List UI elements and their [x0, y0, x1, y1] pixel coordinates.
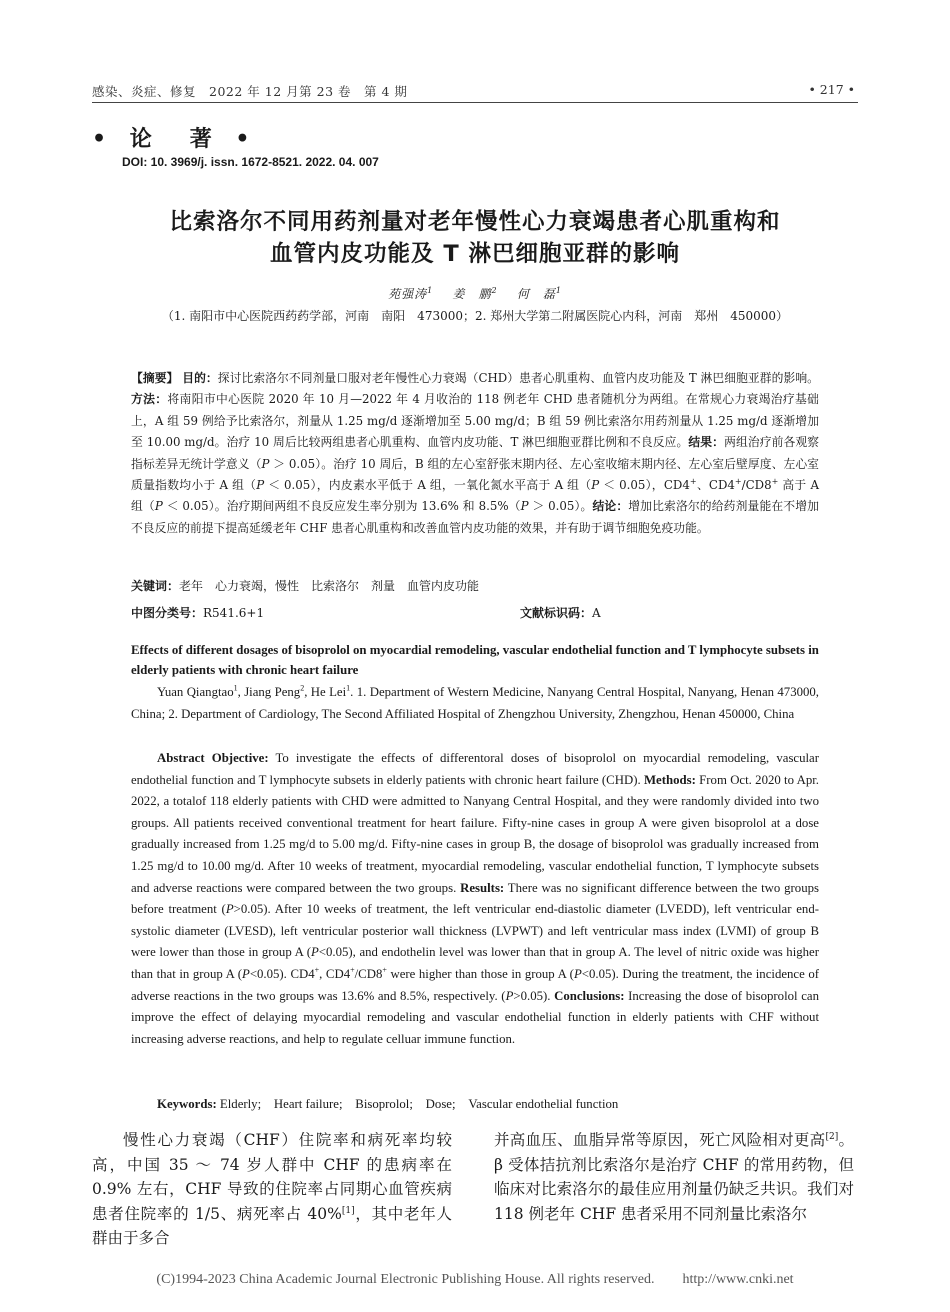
results-cn-text: 高于 A 组（ — [131, 478, 820, 514]
results-en-text: , CD4 — [319, 966, 351, 981]
methods-cn: 将南阳市中心医院 2020 年 10 月—2022 年 4 月收治的 118 例老年 CHD 患者随机分为两组。在常规心力衰竭治疗基础上，A 组 59 例给予比索洛尔，剂量从 1.25 mg/d 逐渐增加至 5.00 mg/d；B 组 59 例比索洛尔用药剂量从 1.25 mg/d 逐渐增加至 10.00 mg/d。治疗 10 周后比较两组患者心肌重构、血管内皮功能、T 淋巴细胞亚群比例和不良反应。 — [131, 392, 819, 450]
results-cn-text: ＜ 0.05）。治疗期间两组不良反应发生率分别为 13.6% 和 8.5%（ — [162, 499, 521, 514]
results-en-text: <0.05), and endothelin level was lower than that in group A. The level of nitric oxide was higher than that in group A ( — [131, 945, 819, 981]
p-value-symbol: P — [256, 478, 265, 493]
keywords-en-value: Elderly; Heart failure; Bisoprolol; Dose; Vascular endothelial function — [216, 1097, 619, 1111]
body-text: 。β 受体拮抗剂比索洛尔是治疗 CHF 的常用药物，但临床对比索洛尔的最佳应用剂量仍缺乏共识。我们对 118 例老年 CHF 患者采用不同剂量比索洛尔 — [494, 1131, 854, 1223]
author-en-1: Yuan Qiangtao — [157, 685, 234, 699]
results-cn-text: ＜ 0.05），CD4 — [599, 478, 690, 493]
authors-cn — [0, 285, 950, 302]
p-value-symbol: P — [520, 499, 529, 514]
p-value-symbol: P — [225, 902, 234, 917]
superscript-plus: + — [382, 965, 387, 975]
methods-en: From Oct. 2020 to Apr. 2022, a totalof 118 elderly patients with CHD were admitted to Nanyang Central Hospital, and they were randomly divided into two groups. All patients received conventional treatment for heart failure. Fifty-nine cases in group A were given bisoprolol at a dose gradually increased from 1.25 mg/d to 5.00 mg/d. Fifty-nine cases in group B, the dosage of bisoprolol was gradually increased from 1.25 mg/d to 10.00 mg/d. After 10 weeks of treatment, myocardial remodeling, vascular endothelial function, T lymphocyte subsets and adverse reactions were compared between the two groups. — [131, 772, 819, 895]
author-2: 姜 鹏 — [452, 287, 492, 301]
p-value-symbol: P — [261, 456, 270, 471]
keywords-cn-label: 关键词： — [131, 579, 180, 593]
body-text: 并高血压、血脂异常等原因，死亡风险相对更高 — [494, 1131, 826, 1149]
superscript-plus: + — [734, 477, 742, 487]
p-value-symbol: P — [505, 988, 514, 1003]
results-cn-text: 两组治疗前各观察指标差异无统计学意义（ — [131, 435, 819, 471]
author-en-1-affil: 1 — [233, 683, 238, 693]
header-rule — [92, 102, 858, 103]
abstract-en — [131, 748, 819, 1050]
results-cn-text: /CD8 — [741, 478, 772, 493]
author-1: 苑强涛 — [388, 287, 428, 301]
citation-ref[interactable]: [2] — [825, 1131, 839, 1142]
keywords-cn — [131, 577, 479, 594]
abstract-cn-label: 【摘要】 — [131, 371, 179, 385]
author-3: 何 磊 — [516, 287, 556, 301]
document-code — [520, 604, 601, 621]
superscript-plus: + — [771, 477, 779, 487]
methods-cn-label: 方法： — [131, 392, 168, 407]
affiliation-cn: （1. 南阳市中心医院西药药学部，河南 南阳 473000；2. 郑州大学第二附属医院心内科，河南 郑州 450000） — [161, 309, 789, 323]
body-text: 慢性心力衰竭（CHF）住院率和病死率均较高，中国 35 ～ 74 岁人群中 CHF 的患病率在 0.9% 左右，CHF 导致的住院率占同期心血管疾病患者住院率的 1/5、病死率占 40% — [92, 1131, 452, 1223]
author-3-affil: 1 — [555, 286, 562, 295]
objective-cn-label: 目的： — [182, 371, 218, 385]
affiliation-en: . 1. Department of Western Medicine, Nanyang Central Hospital, Nanyang, Henan 473000, China; 2. Department of Cardiology, The Second Affiliated Hospital of Zhengzhou University, Zhengzhou, Henan 450000, China — [131, 685, 820, 721]
superscript-plus: + — [314, 965, 320, 975]
author-en-3-affil: 1 — [346, 683, 351, 693]
p-value-symbol: P — [310, 945, 319, 960]
title-cn-line2: 血管内皮功能及 T 淋巴细胞亚群的影响 — [269, 241, 680, 267]
results-en-text: There was no significant difference between the two groups before treatment ( — [131, 880, 819, 917]
results-en-text: were higher than those in group A ( — [386, 966, 574, 981]
body-column-left — [92, 1128, 452, 1251]
objective-en-label: Abstract Objective: — [157, 751, 269, 765]
copyright-footer: (C)1994-2023 China Academic Journal Electronic Publishing House. All rights reserved. http://www.cnki.net — [156, 1272, 794, 1287]
document-code-label: 文献标识码： — [520, 606, 593, 620]
conclusion-cn: 增加比索洛尔的给药剂量能在不增加不良反应的前提下提高延缓老年 CHF 患者心肌重构和改善血管内皮功能的效果，并有助于调节细胞免疫功能。 — [131, 499, 819, 535]
running-header: 感染、炎症、修复 2022 年 12 月第 23 卷 第 4 期 — [92, 84, 408, 99]
results-en-text: <0.05). During the treatment, the incidence of adverse reactions in the two groups was 13.6% and 8.5%, respectively. ( — [131, 966, 820, 1003]
body-text: ，其中老年人群由于多合 — [92, 1204, 452, 1248]
results-en-text: >0.05). After 10 weeks of treatment, the left ventricular end-diastolic diameter (LVEDD), left ventricular end-systolic diameter (LVESD), left ventricular posterior wall thickness (LVPWT) and left ventricular mass index (LVMI) of group B were lower than those in group A ( — [131, 902, 819, 960]
body-column-right — [494, 1128, 854, 1226]
results-en-text: <0.05). CD4 — [249, 966, 315, 981]
results-cn-text: 、CD4 — [696, 478, 735, 493]
document-code-value: A — [592, 606, 601, 620]
classification-label: 中图分类号： — [131, 606, 204, 620]
p-value-symbol: P — [154, 499, 163, 514]
abstract-cn — [131, 368, 819, 539]
citation-ref[interactable]: [1] — [341, 1205, 355, 1216]
p-value-symbol: P — [591, 478, 600, 493]
keywords-en — [157, 1093, 618, 1112]
authors-en — [131, 682, 819, 725]
objective-en: To investigate the effects of differentoral doses of bisoprolol on myocardial remodeling, vascular endothelial function and T lymphocyte subsets in elderly patients with chronic heart failure (CHD). — [131, 751, 819, 787]
p-value-symbol: P — [573, 966, 582, 981]
results-en-text: /CD8 — [354, 966, 383, 981]
methods-en-label: Methods: — [643, 772, 696, 787]
classification-number — [131, 604, 264, 621]
results-cn-text: ＜ 0.05），内皮素水平低于 A 组，一氧化氮水平高于 A 组（ — [264, 478, 592, 493]
results-cn-text: ＞ 0.05）。治疗 10 周后，B 组的左心室舒张末期内径、左心室收缩末期内径、左心室后壁厚度、左心室质量指数均小于 A 组（ — [131, 456, 819, 493]
author-en-2: , Jiang Peng — [237, 685, 301, 699]
superscript-plus: + — [350, 965, 355, 975]
p-value-symbol: P — [241, 966, 250, 981]
author-en-2-affil: 2 — [300, 683, 305, 693]
results-en-text: >0.05). — [513, 988, 555, 1003]
conclusions-en-label: Conclusions: — [554, 988, 625, 1003]
keywords-en-label: Keywords: — [157, 1097, 217, 1111]
doi: DOI: 10. 3969/j. issn. 1672-8521. 2022. 04. 007 — [122, 155, 379, 169]
conclusion-cn-label: 结论： — [592, 499, 629, 514]
objective-cn: 探讨比索洛尔不同剂量口服对老年慢性心力衰竭（CHD）患者心肌重构、血管内皮功能及 T 淋巴细胞亚群的影响。 — [217, 371, 819, 385]
author-en-3: , He Lei — [304, 685, 347, 699]
section-label: • 论 著 • — [92, 126, 258, 152]
conclusions-en: Increasing the dose of bisoprolol can improve the effect of delaying myocardial remodeling and vascular endothelial function in elderly patients with CHF without increasing adverse reactions, and help to regulate celluar immune function. — [131, 988, 819, 1046]
author-1-affil: 1 — [427, 286, 434, 295]
classification-value: R541.6+1 — [203, 606, 265, 620]
title-en: Effects of different dosages of bisoprolol on myocardial remodeling, vascular endothelial function and T lymphocyte subsets in elderly patients with chronic heart failure — [131, 643, 819, 677]
title-cn-line1: 比索洛尔不同用药剂量对老年慢性心力衰竭患者心肌重构和 — [169, 209, 781, 235]
results-cn-text: ＞ 0.05）。 — [528, 499, 593, 514]
results-cn-label: 结果： — [688, 435, 725, 450]
superscript-plus: + — [689, 477, 697, 487]
author-2-affil: 2 — [491, 286, 498, 295]
results-en-label: Results: — [460, 880, 505, 895]
keywords-cn-value: 老年 心力衰竭，慢性 比索洛尔 剂量 血管内皮功能 — [179, 579, 480, 593]
page-number: • 217 • — [808, 82, 855, 97]
